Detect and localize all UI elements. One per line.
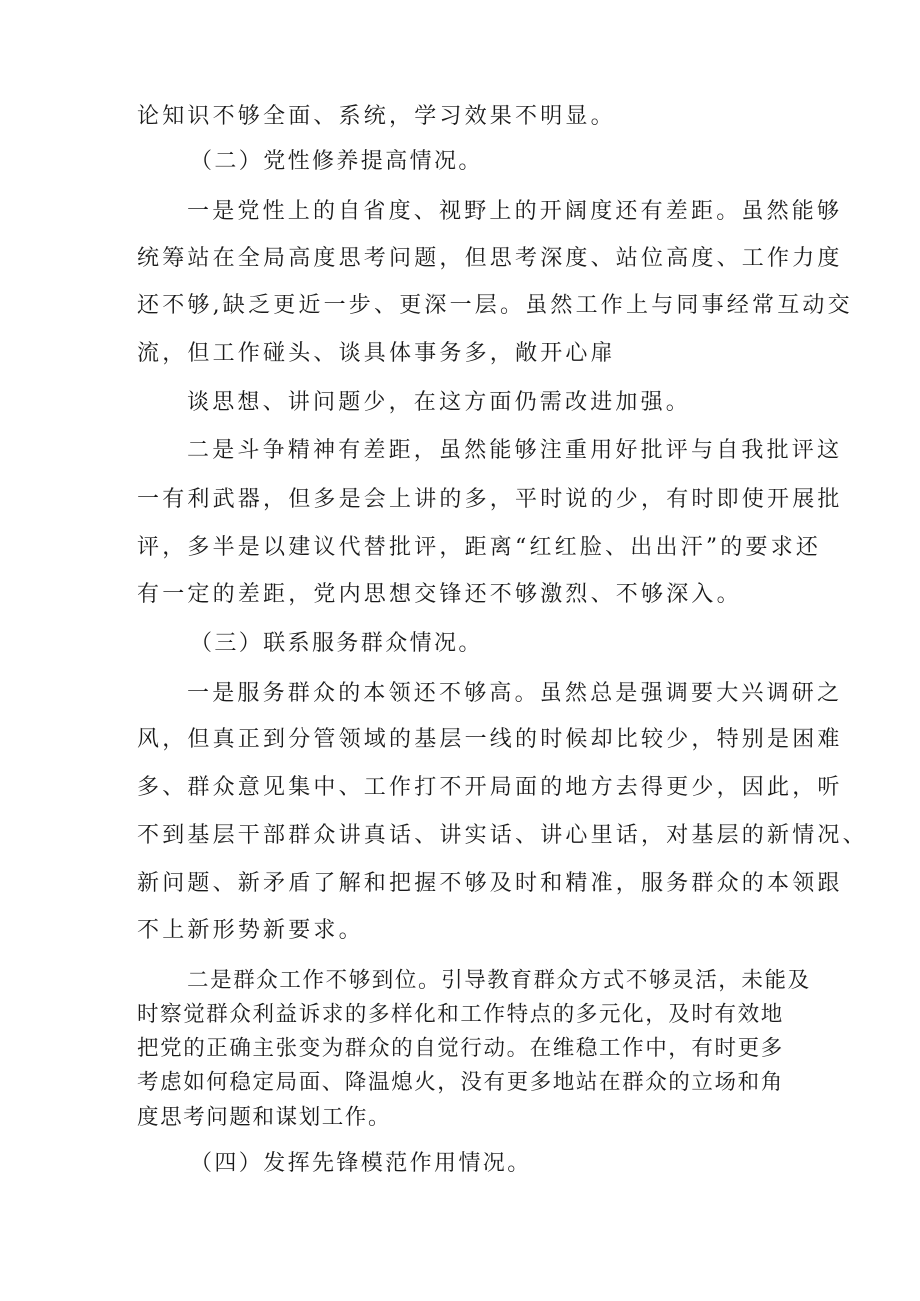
- paragraph-line: 统筹站在全局高度思考问题，但思考深度、站位高度、工作力度: [137, 246, 843, 271]
- paragraph-line: 二是群众工作不够到位。引导教育群众方式不够灵活，未能及: [187, 968, 811, 993]
- paragraph-line: 二是斗争精神有差距，虽然能够注重用好批评与自我批评这: [187, 438, 843, 463]
- paragraph-line: 一有利武器，但多是会上讲的多，平时说的少，有时即使开展批: [137, 487, 843, 512]
- paragraph-line: 新问题、新矛盾了解和把握不够及时和精准，服务群众的本领跟: [137, 871, 843, 896]
- section-heading: （四）发挥先锋模范作用情况。: [190, 1151, 532, 1176]
- paragraph-line: 多、群众意见集中、工作打不开局面的地方去得更少，因此，听: [137, 775, 843, 800]
- paragraph-line: 谈思想、讲问题少，在这方面仍需改进加强。: [187, 390, 692, 415]
- paragraph-line: 风，但真正到分管领域的基层一线的时候却比较少，特别是困难: [137, 727, 843, 752]
- paragraph-line: 论知识不够全面、系统，学习效果不明显。: [137, 104, 616, 129]
- paragraph-line: 不上新形势新要求。: [137, 918, 364, 943]
- paragraph-line: 还不够,缺乏更近一步、更深一层。虽然工作上与同事经常互动交: [137, 293, 853, 318]
- paragraph-line: 时察觉群众利益诉求的多样化和工作特点的多元化，及时有效地: [137, 1002, 784, 1027]
- section-heading: （二）党性修养提高情况。: [190, 149, 483, 174]
- section-heading: （三）联系服务群众情况。: [190, 631, 483, 656]
- paragraph-line: 评，多半是以建议代替批评，距离“红红脸、出出汗”的要求还: [137, 535, 822, 560]
- paragraph-line: 度思考问题和谋划工作。: [137, 1105, 392, 1130]
- paragraph-line: 有一定的差距，党内思想交锋还不够激烈、不够深入。: [137, 582, 742, 607]
- paragraph-line: 一是服务群众的本领还不够高。虽然总是强调要大兴调研之: [187, 681, 843, 706]
- paragraph-line: 一是党性上的自省度、视野上的开阔度还有差距。虽然能够: [187, 199, 843, 224]
- paragraph-line: 流，但工作碰头、谈具体事务多，敞开心扉: [137, 341, 616, 366]
- paragraph-line: 不到基层干部群众讲真话、讲实话、讲心里话，对基层的新情况、: [137, 823, 868, 848]
- paragraph-line: 把党的正确主张变为群众的自觉行动。在维稳工作中，有时更多: [137, 1036, 784, 1061]
- paragraph-line: 考虑如何稳定局面、降温熄火，没有更多地站在群众的立场和角: [137, 1070, 784, 1095]
